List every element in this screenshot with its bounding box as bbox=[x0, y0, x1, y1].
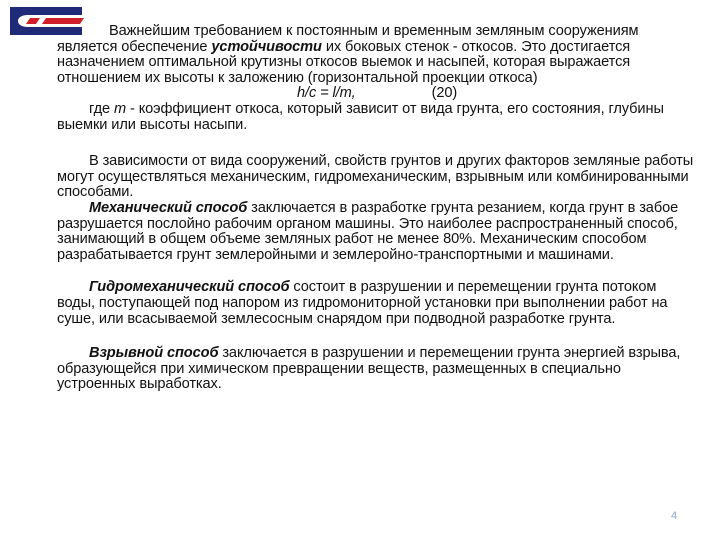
document-body bbox=[57, 24, 697, 393]
formula-line bbox=[57, 86, 697, 102]
text-run: - коэффициент откоса, который зависит от вида грунта, его состояния, глубины выемки или высоты насыпи. bbox=[57, 100, 664, 133]
text-run: заключается в разрушении и перемещении грунта энергией взрыва, образующейся при химическом превращении веществ, размещенных в специально устроенных выработках. bbox=[57, 345, 681, 393]
text-run: их боковых стенок - откосов. Это достигается назначением оптимальной крутизны откосов выемок и насыпей, которая выражается отношением их высоты к заложению (горизонтальной проекции откоса) bbox=[57, 38, 631, 86]
page-number: 4 bbox=[671, 510, 678, 522]
paragraph-slope-coefficient bbox=[57, 102, 697, 133]
heading-mechanical: Механический способ bbox=[89, 199, 248, 216]
paragraph-methods-intro: В зависимости от вида сооружений, свойств грунтов и других факторов земляные работы могут осуществляться механическим, гидромеханическим, взрывным или комбинированными способами. bbox=[57, 153, 694, 201]
variable-m: m bbox=[113, 100, 127, 117]
text-run: заключается в разработке грунта резанием, когда грунт в забое разрушается послойно рабочим органом машины. Это наиболее распространенный способ, занимающий в общем объеме земляных работ не менее 80%. Механическим способом разрабатывается грунт землеройными и землеройно-транспортными и машинами. bbox=[57, 199, 679, 263]
text-run: Важнейшим требованием к постоянным и временным земляным сооружениям является обеспечение bbox=[57, 23, 639, 55]
paragraph-explosive bbox=[57, 346, 697, 393]
text-run: где bbox=[89, 100, 114, 117]
paragraph-mechanical bbox=[57, 201, 697, 263]
paragraph-stability bbox=[57, 24, 697, 86]
heading-explosive: Взрывной способ bbox=[89, 345, 219, 362]
text-run: состоит в разрушении и перемещении грунта потоком воды, поступающей под напором из гидромониторной установки при выполнении работ на суше, или всасываемой землесосным снарядом при подводной разработке грунта. bbox=[57, 279, 668, 327]
emphasis-stability: устойчивости bbox=[211, 38, 322, 55]
paragraph-hydromechanical bbox=[57, 280, 697, 327]
formula-number: (20) bbox=[431, 85, 458, 102]
heading-hydromechanical: Гидромеханический способ bbox=[89, 279, 290, 296]
formula-expression: h/c = l/m, bbox=[297, 85, 356, 102]
